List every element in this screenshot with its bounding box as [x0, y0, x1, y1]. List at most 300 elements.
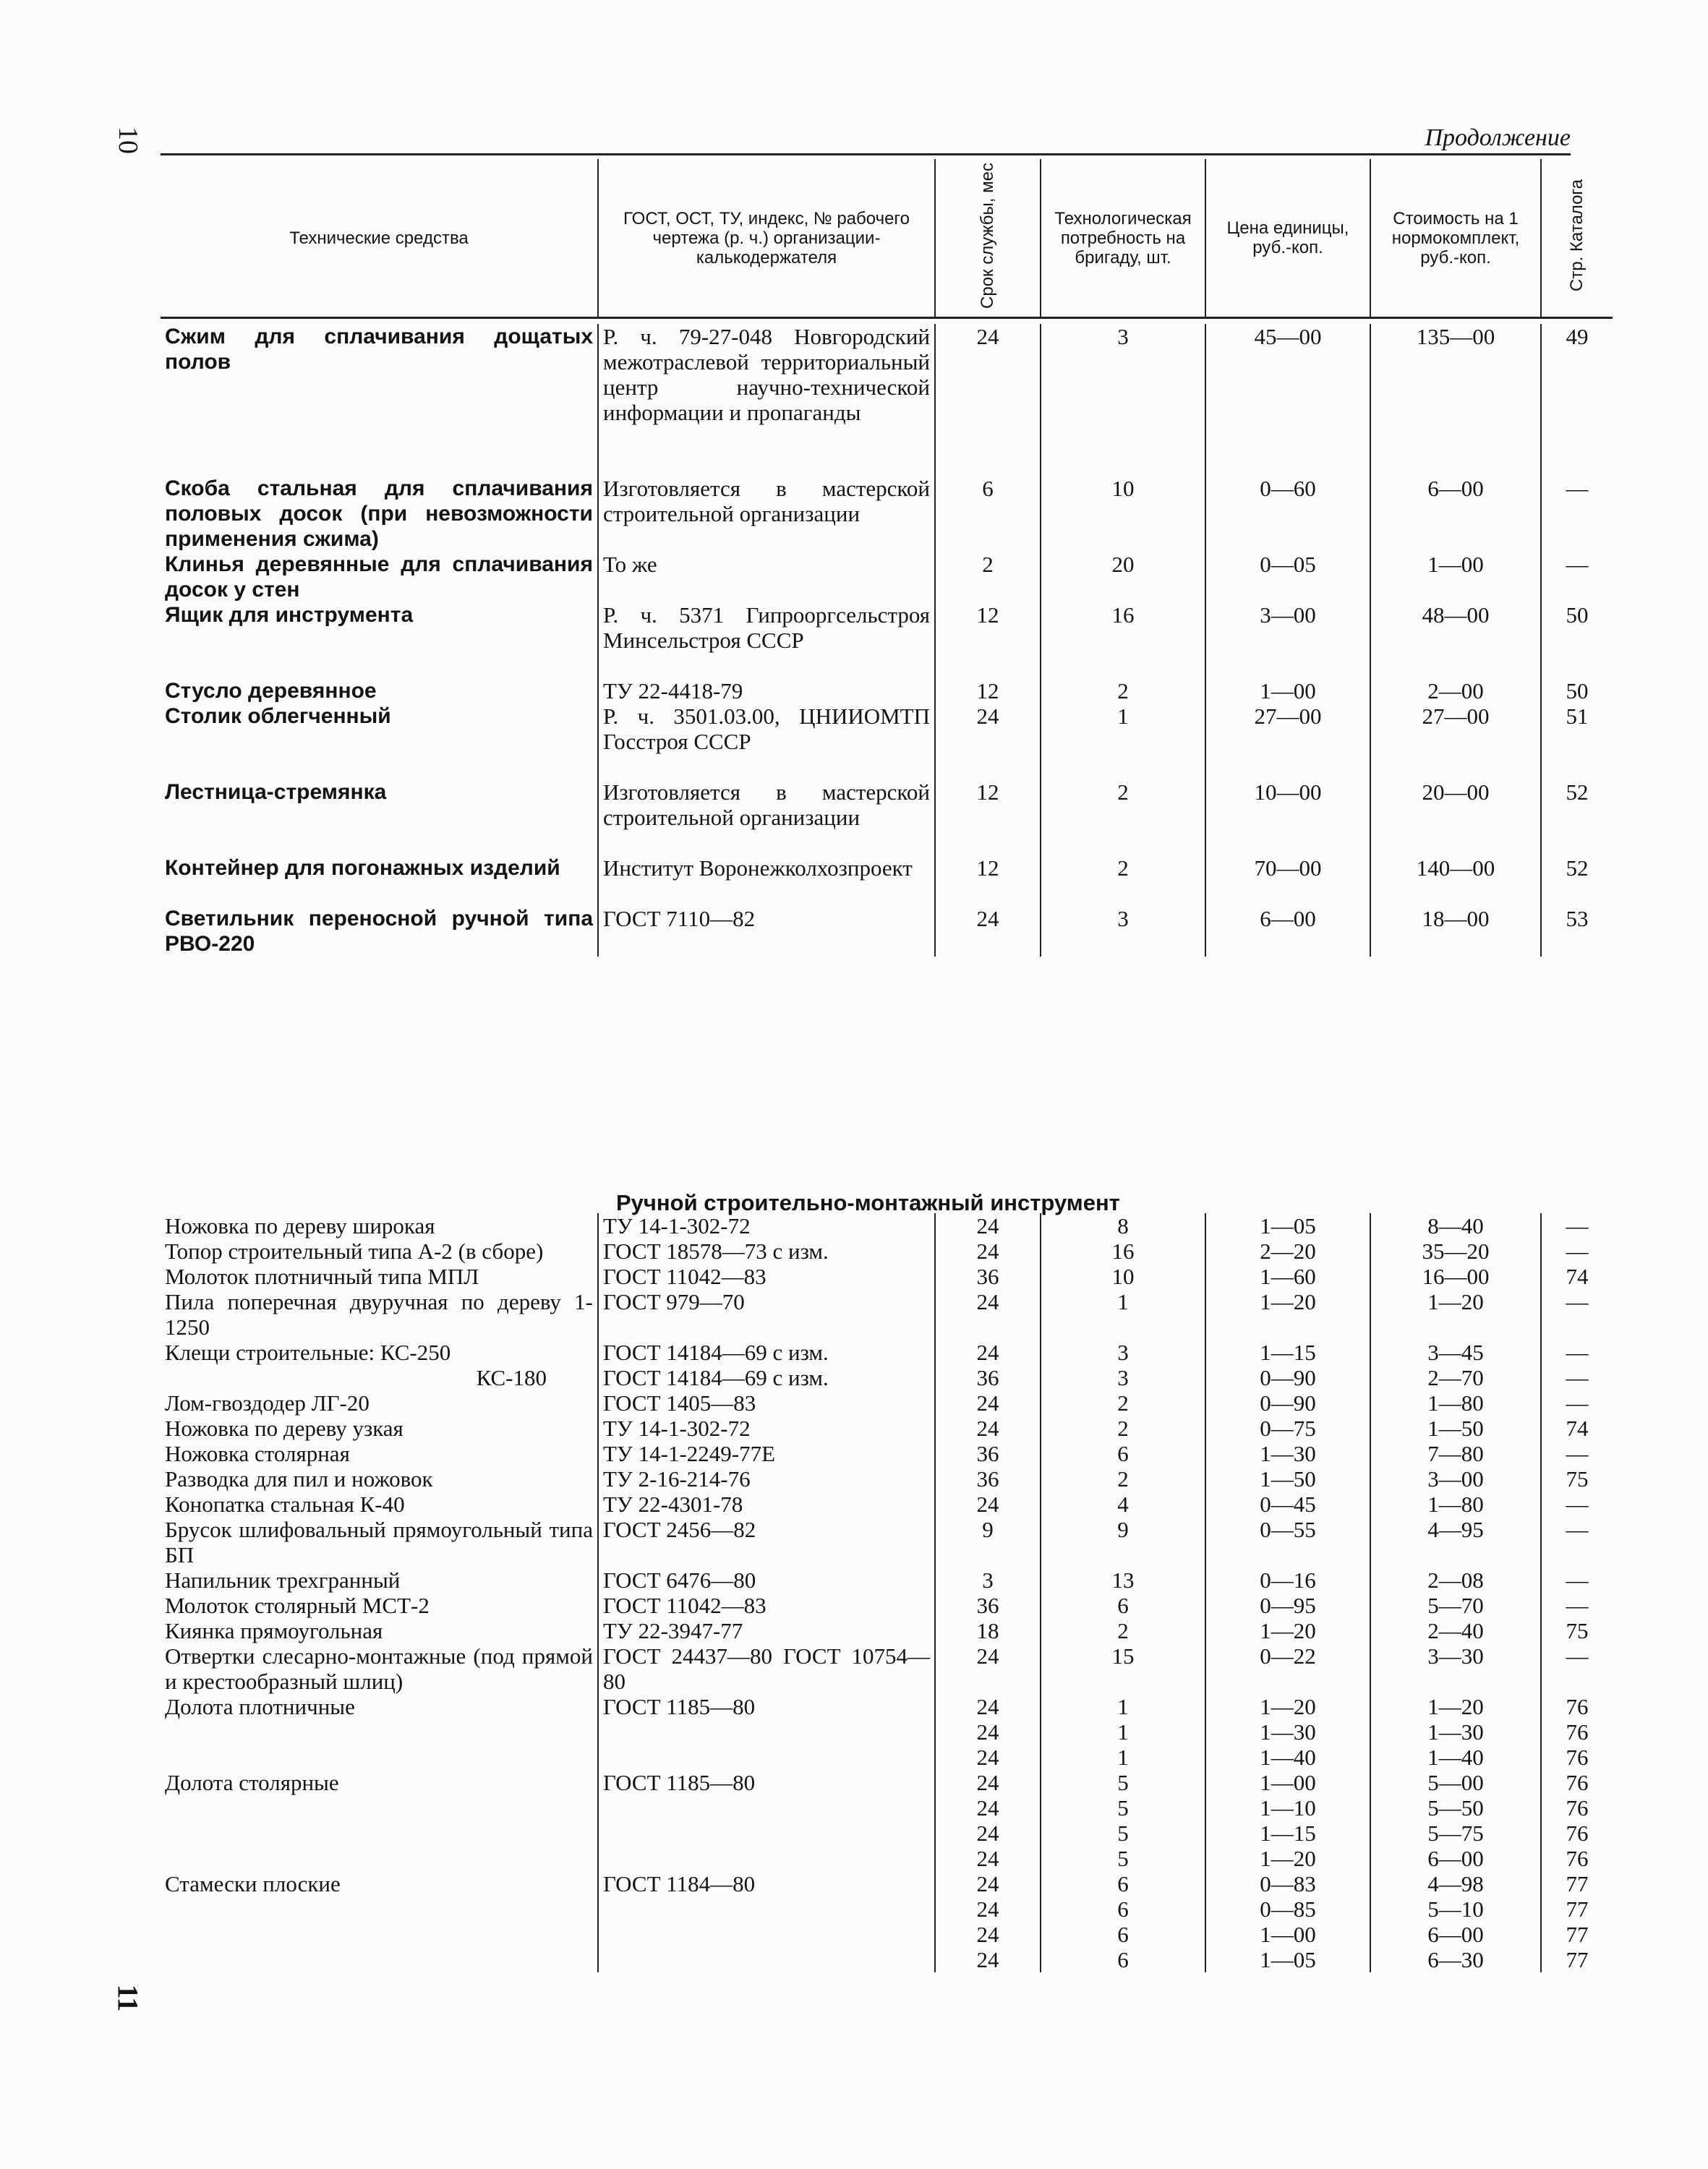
cell-need: 1	[1041, 1719, 1205, 1745]
cell-gost	[598, 1795, 935, 1821]
cell-price: 0—85	[1205, 1896, 1370, 1922]
cell-need: 3	[1041, 906, 1205, 957]
cell-page: —	[1541, 552, 1613, 602]
cell-need: 3	[1041, 1340, 1205, 1365]
cell-term: 18	[935, 1618, 1041, 1643]
cell-cost: 2—08	[1370, 1567, 1541, 1593]
cell-term: 24	[935, 1390, 1041, 1416]
cell-cost: 3—45	[1370, 1340, 1541, 1365]
cell-gost: ГОСТ 1185—80	[598, 1694, 935, 1719]
cell-term: 24	[935, 1719, 1041, 1745]
cell-price: 1—15	[1205, 1821, 1370, 1846]
cell-price: 0—60	[1205, 476, 1370, 552]
header-page-text: Стр. Каталога	[1567, 179, 1587, 292]
cell-price: 1—05	[1205, 1213, 1370, 1238]
cell-price: 1—40	[1205, 1745, 1370, 1770]
cell-price: 1—30	[1205, 1719, 1370, 1745]
cell-price: 1—00	[1205, 1922, 1370, 1947]
header-price: Цена единицы, руб.-коп.	[1205, 159, 1370, 318]
cell-need: 10	[1041, 1264, 1205, 1289]
cell-cost: 135—00	[1370, 324, 1541, 476]
cell-term: 36	[935, 1593, 1041, 1618]
table-row	[161, 1492, 1613, 1517]
header-need: Технологическая потребность на бригаду, шт.	[1041, 159, 1205, 318]
cell-term: 24	[935, 1643, 1041, 1694]
cell-name: Клинья деревянные для сплачивания досок у стен	[165, 552, 593, 602]
cell-gost: Р. ч. 3501.03.00, ЦНИИОМТП Госстроя СССР	[598, 703, 935, 779]
cell-term: 24	[935, 1416, 1041, 1441]
cell-page: 77	[1541, 1922, 1613, 1947]
cell-term: 12	[935, 602, 1041, 678]
cell-need: 1	[1041, 1289, 1205, 1340]
cell-cost: 4—95	[1370, 1517, 1541, 1567]
cell-term: 24	[935, 703, 1041, 779]
cell-need: 1	[1041, 703, 1205, 779]
cell-need: 6	[1041, 1593, 1205, 1618]
table-row	[161, 1821, 1613, 1846]
cell-cost: 5—70	[1370, 1593, 1541, 1618]
table-row	[161, 1567, 1613, 1593]
table-row	[161, 1922, 1613, 1947]
cell-need: 9	[1041, 1517, 1205, 1567]
cell-name: Топор строительный типа А-2 (в сборе)	[165, 1238, 544, 1264]
cell-need: 16	[1041, 1238, 1205, 1264]
cell-price: 0—75	[1205, 1416, 1370, 1441]
cell-term: 24	[935, 324, 1041, 476]
cell-page: —	[1541, 1213, 1613, 1238]
header-page	[1541, 159, 1613, 318]
cell-page: —	[1541, 1441, 1613, 1466]
section-title: Ручной строительно-монтажный инструмент	[616, 1190, 1120, 1215]
header-gost: ГОСТ, ОСТ, ТУ, индекс, № рабочего чертежа (р. ч.) организации-калькодержателя	[598, 159, 935, 318]
cell-page: 53	[1541, 906, 1613, 957]
cell-term: 24	[935, 1947, 1041, 1972]
cell-gost: ТУ 22-4301-78	[598, 1492, 935, 1517]
cell-name: Ножовка по дереву узкая	[165, 1416, 403, 1441]
cell-gost: ГОСТ 6476—80	[598, 1567, 935, 1593]
table-row	[161, 476, 1613, 552]
cell-need: 6	[1041, 1441, 1205, 1466]
cell-term: 6	[935, 476, 1041, 552]
cell-term: 24	[935, 1213, 1041, 1238]
cell-term: 24	[935, 1745, 1041, 1770]
table-row	[161, 1618, 1613, 1643]
cell-page: —	[1541, 476, 1613, 552]
cell-price: 1—15	[1205, 1340, 1370, 1365]
cell-cost: 8—40	[1370, 1213, 1541, 1238]
cell-cost: 18—00	[1370, 906, 1541, 957]
cell-need: 5	[1041, 1795, 1205, 1821]
cell-name: Брусок шлифовальный прямоугольный типа БП	[165, 1517, 593, 1567]
cell-cost: 5—75	[1370, 1821, 1541, 1846]
cell-cost: 3—00	[1370, 1466, 1541, 1492]
cell-price: 1—00	[1205, 1770, 1370, 1795]
cell-page: 77	[1541, 1947, 1613, 1972]
top-rule	[161, 153, 1571, 155]
cell-cost: 6—00	[1370, 1846, 1541, 1871]
cell-need: 2	[1041, 1466, 1205, 1492]
cell-page: —	[1541, 1517, 1613, 1567]
cell-price: 2—20	[1205, 1238, 1370, 1264]
cell-price: 45—00	[1205, 324, 1370, 476]
cell-gost: ГОСТ 979—70	[598, 1289, 935, 1340]
cell-page: 75	[1541, 1618, 1613, 1643]
cell-price: 1—60	[1205, 1264, 1370, 1289]
cell-need: 6	[1041, 1871, 1205, 1896]
cell-cost: 6—00	[1370, 476, 1541, 552]
cell-price: 0—45	[1205, 1492, 1370, 1517]
cell-page: 52	[1541, 855, 1613, 906]
cell-gost: ГОСТ 11042—83	[598, 1593, 935, 1618]
cell-page: 76	[1541, 1770, 1613, 1795]
cell-page: 49	[1541, 324, 1613, 476]
cell-name	[161, 1922, 598, 1947]
cell-gost	[598, 1719, 935, 1745]
cell-name: Светильник переносной ручной типа РВО-220	[165, 907, 593, 956]
header-row	[161, 159, 1613, 318]
cell-need: 2	[1041, 855, 1205, 906]
cell-price: 0—16	[1205, 1567, 1370, 1593]
cell-gost: Изготовляется в мастерской строительной организации	[598, 476, 935, 552]
table-row	[161, 1441, 1613, 1466]
cell-cost: 5—00	[1370, 1770, 1541, 1795]
cell-price: 0—22	[1205, 1643, 1370, 1694]
cell-page: —	[1541, 1567, 1613, 1593]
cell-name	[161, 1846, 598, 1871]
cell-page: 77	[1541, 1896, 1613, 1922]
cell-price: 1—50	[1205, 1466, 1370, 1492]
cell-name: Отвертки слесарно-монтажные (под прямой и крестообразный шлиц)	[165, 1643, 593, 1694]
table-row	[161, 1213, 1613, 1238]
cell-term: 24	[935, 1770, 1041, 1795]
cell-name: КС-180	[476, 1365, 547, 1390]
cell-term: 24	[935, 1492, 1041, 1517]
cell-gost: ГОСТ 1184—80	[598, 1871, 935, 1896]
cell-cost: 1—50	[1370, 1416, 1541, 1441]
cell-gost: ГОСТ 1405—83	[598, 1390, 935, 1416]
cell-gost: То же	[598, 552, 935, 602]
cell-page: —	[1541, 1643, 1613, 1694]
table-row	[161, 1340, 1613, 1365]
cell-cost: 1—00	[1370, 552, 1541, 602]
cell-page: —	[1541, 1365, 1613, 1390]
cell-name: Ножовка по дереву широкая	[165, 1213, 435, 1238]
cell-need: 2	[1041, 1416, 1205, 1441]
cell-gost: ГОСТ 7110—82	[598, 906, 935, 957]
cell-term: 9	[935, 1517, 1041, 1567]
cell-name: Пила поперечная двуручная по дереву 1-1250	[165, 1289, 593, 1340]
cell-name: Киянка прямоугольная	[165, 1618, 383, 1643]
table-row	[161, 678, 1613, 703]
cell-page: 51	[1541, 703, 1613, 779]
cell-name: Молоток плотничный типа МПЛ	[165, 1264, 479, 1289]
header-term	[935, 159, 1041, 318]
cell-term: 24	[935, 1846, 1041, 1871]
cell-cost: 7—80	[1370, 1441, 1541, 1466]
cell-need: 3	[1041, 1365, 1205, 1390]
cell-gost: ГОСТ 14184—69 с изм.	[598, 1340, 935, 1365]
cell-need: 15	[1041, 1643, 1205, 1694]
cell-gost	[598, 1922, 935, 1947]
cell-cost: 6—00	[1370, 1922, 1541, 1947]
cell-gost: Изготовляется в мастерской строительной организации	[598, 779, 935, 855]
cell-page: —	[1541, 1340, 1613, 1365]
cell-name: Лом-гвоздодер ЛГ-20	[165, 1390, 370, 1416]
cell-term: 24	[935, 1896, 1041, 1922]
cell-price: 1—10	[1205, 1795, 1370, 1821]
cell-page: —	[1541, 1238, 1613, 1264]
cell-need: 20	[1041, 552, 1205, 602]
header-means: Технические средства	[161, 159, 598, 318]
cell-need: 13	[1041, 1567, 1205, 1593]
cell-page: 76	[1541, 1719, 1613, 1745]
cell-name	[161, 1821, 598, 1846]
table-row	[161, 552, 1613, 602]
cell-page: 76	[1541, 1846, 1613, 1871]
lower-table	[161, 1213, 1613, 1972]
cell-cost: 2—70	[1370, 1365, 1541, 1390]
cell-name: Ножовка столярная	[165, 1441, 350, 1466]
cell-price: 1—20	[1205, 1289, 1370, 1340]
cell-need: 5	[1041, 1846, 1205, 1871]
cell-name: Стусло деревянное	[165, 679, 377, 703]
cell-name: Скоба стальная для сплачивания половых досок (при невозможности применения сжима)	[165, 476, 593, 551]
table-row	[161, 1416, 1613, 1441]
cell-page: —	[1541, 1593, 1613, 1618]
cell-gost	[598, 1947, 935, 1972]
cell-gost: ГОСТ 1185—80	[598, 1770, 935, 1795]
cell-cost: 3—30	[1370, 1643, 1541, 1694]
cell-term: 12	[935, 678, 1041, 703]
table-row	[161, 703, 1613, 779]
cell-gost: ТУ 14-1-302-72	[598, 1416, 935, 1441]
page-number-bottom: 11	[111, 1984, 145, 2012]
cell-gost	[598, 1896, 935, 1922]
cell-page: 74	[1541, 1416, 1613, 1441]
cell-need: 16	[1041, 602, 1205, 678]
cell-name	[161, 1896, 598, 1922]
table-header	[161, 159, 1613, 319]
cell-price: 70—00	[1205, 855, 1370, 906]
cell-price: 1—05	[1205, 1947, 1370, 1972]
table-row	[161, 1238, 1613, 1264]
table-row	[161, 855, 1613, 906]
cell-name: Контейнер для погонажных изделий	[165, 856, 560, 880]
cell-need: 5	[1041, 1770, 1205, 1795]
cell-price: 6—00	[1205, 906, 1370, 957]
cell-gost: ТУ 14-1-302-72	[598, 1213, 935, 1238]
cell-price: 1—30	[1205, 1441, 1370, 1466]
cell-need: 4	[1041, 1492, 1205, 1517]
cell-name: Молоток столярный МСТ-2	[165, 1593, 430, 1618]
table-row	[161, 1896, 1613, 1922]
cell-cost: 27—00	[1370, 703, 1541, 779]
cell-page: 74	[1541, 1264, 1613, 1289]
cell-name: Долота столярные	[165, 1770, 339, 1795]
cell-term: 24	[935, 1289, 1041, 1340]
cell-cost: 1—40	[1370, 1745, 1541, 1770]
cell-gost	[598, 1821, 935, 1846]
cell-price: 10—00	[1205, 779, 1370, 855]
cell-need: 5	[1041, 1821, 1205, 1846]
cell-gost: ГОСТ 14184—69 с изм.	[598, 1365, 935, 1390]
table-row	[161, 906, 1613, 957]
cell-gost: ГОСТ 11042—83	[598, 1264, 935, 1289]
cell-page: —	[1541, 1390, 1613, 1416]
cell-need: 8	[1041, 1213, 1205, 1238]
cell-gost: Институт Воронежколхозпроект	[598, 855, 935, 906]
cell-cost: 2—40	[1370, 1618, 1541, 1643]
cell-term: 24	[935, 1340, 1041, 1365]
cell-cost: 140—00	[1370, 855, 1541, 906]
cell-gost: ТУ 22-3947-77	[598, 1618, 935, 1643]
cell-cost: 4—98	[1370, 1871, 1541, 1896]
cell-name: Долота плотничные	[165, 1694, 355, 1719]
table-row	[161, 1264, 1613, 1289]
cell-need: 3	[1041, 324, 1205, 476]
cell-name	[161, 1745, 598, 1770]
cell-name: Столик облегченный	[165, 704, 391, 728]
cell-cost: 1—20	[1370, 1694, 1541, 1719]
cell-price: 1—00	[1205, 678, 1370, 703]
table-row	[161, 1365, 1613, 1390]
cell-term: 24	[935, 906, 1041, 957]
cell-price: 0—83	[1205, 1871, 1370, 1896]
cell-term: 36	[935, 1365, 1041, 1390]
cell-name: Сжим для сплачивания дощатых полов	[165, 325, 593, 374]
cell-gost: Р. ч. 5371 Гипрооргсельстроя Минсельстроя СССР	[598, 602, 935, 678]
cell-page: 50	[1541, 678, 1613, 703]
table-row	[161, 1694, 1613, 1719]
cell-price: 1—20	[1205, 1694, 1370, 1719]
table-row	[161, 1643, 1613, 1694]
cell-name: Разводка для пил и ножовок	[165, 1466, 433, 1492]
cell-gost: ТУ 14-1-2249-77Е	[598, 1441, 935, 1466]
cell-page: 76	[1541, 1821, 1613, 1846]
cell-term: 24	[935, 1694, 1041, 1719]
cell-term: 36	[935, 1466, 1041, 1492]
cell-price: 0—55	[1205, 1517, 1370, 1567]
cell-price: 0—90	[1205, 1390, 1370, 1416]
cell-page: 76	[1541, 1795, 1613, 1821]
cell-term: 24	[935, 1821, 1041, 1846]
cell-need: 6	[1041, 1922, 1205, 1947]
cell-term: 12	[935, 779, 1041, 855]
cell-term: 36	[935, 1441, 1041, 1466]
table-row	[161, 1289, 1613, 1340]
cell-term: 3	[935, 1567, 1041, 1593]
table-row	[161, 1795, 1613, 1821]
cell-name: Клещи строительные: КС-250	[165, 1340, 451, 1365]
cell-page: —	[1541, 1492, 1613, 1517]
cell-gost: ГОСТ 24437—80 ГОСТ 10754—80	[598, 1643, 935, 1694]
header-term-text: Срок службы, мес	[978, 163, 997, 309]
cell-need: 1	[1041, 1694, 1205, 1719]
cell-page: 75	[1541, 1466, 1613, 1492]
table-row	[161, 1719, 1613, 1745]
cell-price: 0—05	[1205, 552, 1370, 602]
cell-term: 12	[935, 855, 1041, 906]
cell-cost: 5—50	[1370, 1795, 1541, 1821]
cell-price: 27—00	[1205, 703, 1370, 779]
cell-name: Конопатка стальная К-40	[165, 1492, 405, 1517]
cell-need: 6	[1041, 1947, 1205, 1972]
cell-cost: 1—80	[1370, 1390, 1541, 1416]
cell-gost: ТУ 22-4418-79	[598, 678, 935, 703]
cell-cost: 1—30	[1370, 1719, 1541, 1745]
cell-gost: ТУ 2-16-214-76	[598, 1466, 935, 1492]
cell-gost	[598, 1846, 935, 1871]
cell-term: 24	[935, 1922, 1041, 1947]
upper-table	[161, 324, 1613, 957]
cell-gost: Р. ч. 79-27-048 Новгородский межотраслевой территориальный центр научно-технической информации и пропаганды	[598, 324, 935, 476]
cell-page: 52	[1541, 779, 1613, 855]
cell-name: Лестница-стремянка	[165, 780, 387, 804]
cell-price: 0—90	[1205, 1365, 1370, 1390]
cell-need: 10	[1041, 476, 1205, 552]
cell-price: 3—00	[1205, 602, 1370, 678]
cell-term: 36	[935, 1264, 1041, 1289]
cell-gost	[598, 1745, 935, 1770]
table-row	[161, 1846, 1613, 1871]
cell-need: 1	[1041, 1745, 1205, 1770]
cell-name: Напильник трехгранный	[165, 1567, 401, 1593]
cell-term: 24	[935, 1795, 1041, 1821]
table-row	[161, 324, 1613, 476]
cell-price: 1—20	[1205, 1618, 1370, 1643]
cell-page: —	[1541, 1289, 1613, 1340]
cell-need: 2	[1041, 1390, 1205, 1416]
cell-name	[161, 1719, 598, 1745]
header-cost: Стоимость на 1 нормокомплект, руб.-коп.	[1370, 159, 1541, 318]
cell-term: 2	[935, 552, 1041, 602]
page-number-top: 10	[113, 127, 143, 154]
cell-page: 50	[1541, 602, 1613, 678]
table-row	[161, 1770, 1613, 1795]
cell-cost: 35—20	[1370, 1238, 1541, 1264]
cell-gost: ГОСТ 18578—73 с изм.	[598, 1238, 935, 1264]
table-row	[161, 1466, 1613, 1492]
table-row	[161, 1593, 1613, 1618]
cell-need: 2	[1041, 1618, 1205, 1643]
cell-cost: 2—00	[1370, 678, 1541, 703]
cell-term: 24	[935, 1871, 1041, 1896]
cell-term: 24	[935, 1238, 1041, 1264]
table-row	[161, 602, 1613, 678]
table-row	[161, 1871, 1613, 1896]
cell-cost: 48—00	[1370, 602, 1541, 678]
cell-page: 77	[1541, 1871, 1613, 1896]
cell-name	[161, 1795, 598, 1821]
cell-page: 76	[1541, 1694, 1613, 1719]
cell-cost: 5—10	[1370, 1896, 1541, 1922]
cell-cost: 20—00	[1370, 779, 1541, 855]
cell-name: Ящик для инструмента	[165, 603, 414, 627]
cell-cost: 16—00	[1370, 1264, 1541, 1289]
cell-need: 2	[1041, 678, 1205, 703]
cell-name: Стамески плоские	[165, 1871, 341, 1896]
table-row	[161, 1390, 1613, 1416]
table-row	[161, 779, 1613, 855]
cell-cost: 1—20	[1370, 1289, 1541, 1340]
cell-price: 1—20	[1205, 1846, 1370, 1871]
cell-cost: 6—30	[1370, 1947, 1541, 1972]
cell-cost: 1—80	[1370, 1492, 1541, 1517]
cell-name	[161, 1947, 598, 1972]
cell-need: 2	[1041, 779, 1205, 855]
cell-need: 6	[1041, 1896, 1205, 1922]
table-row	[161, 1745, 1613, 1770]
